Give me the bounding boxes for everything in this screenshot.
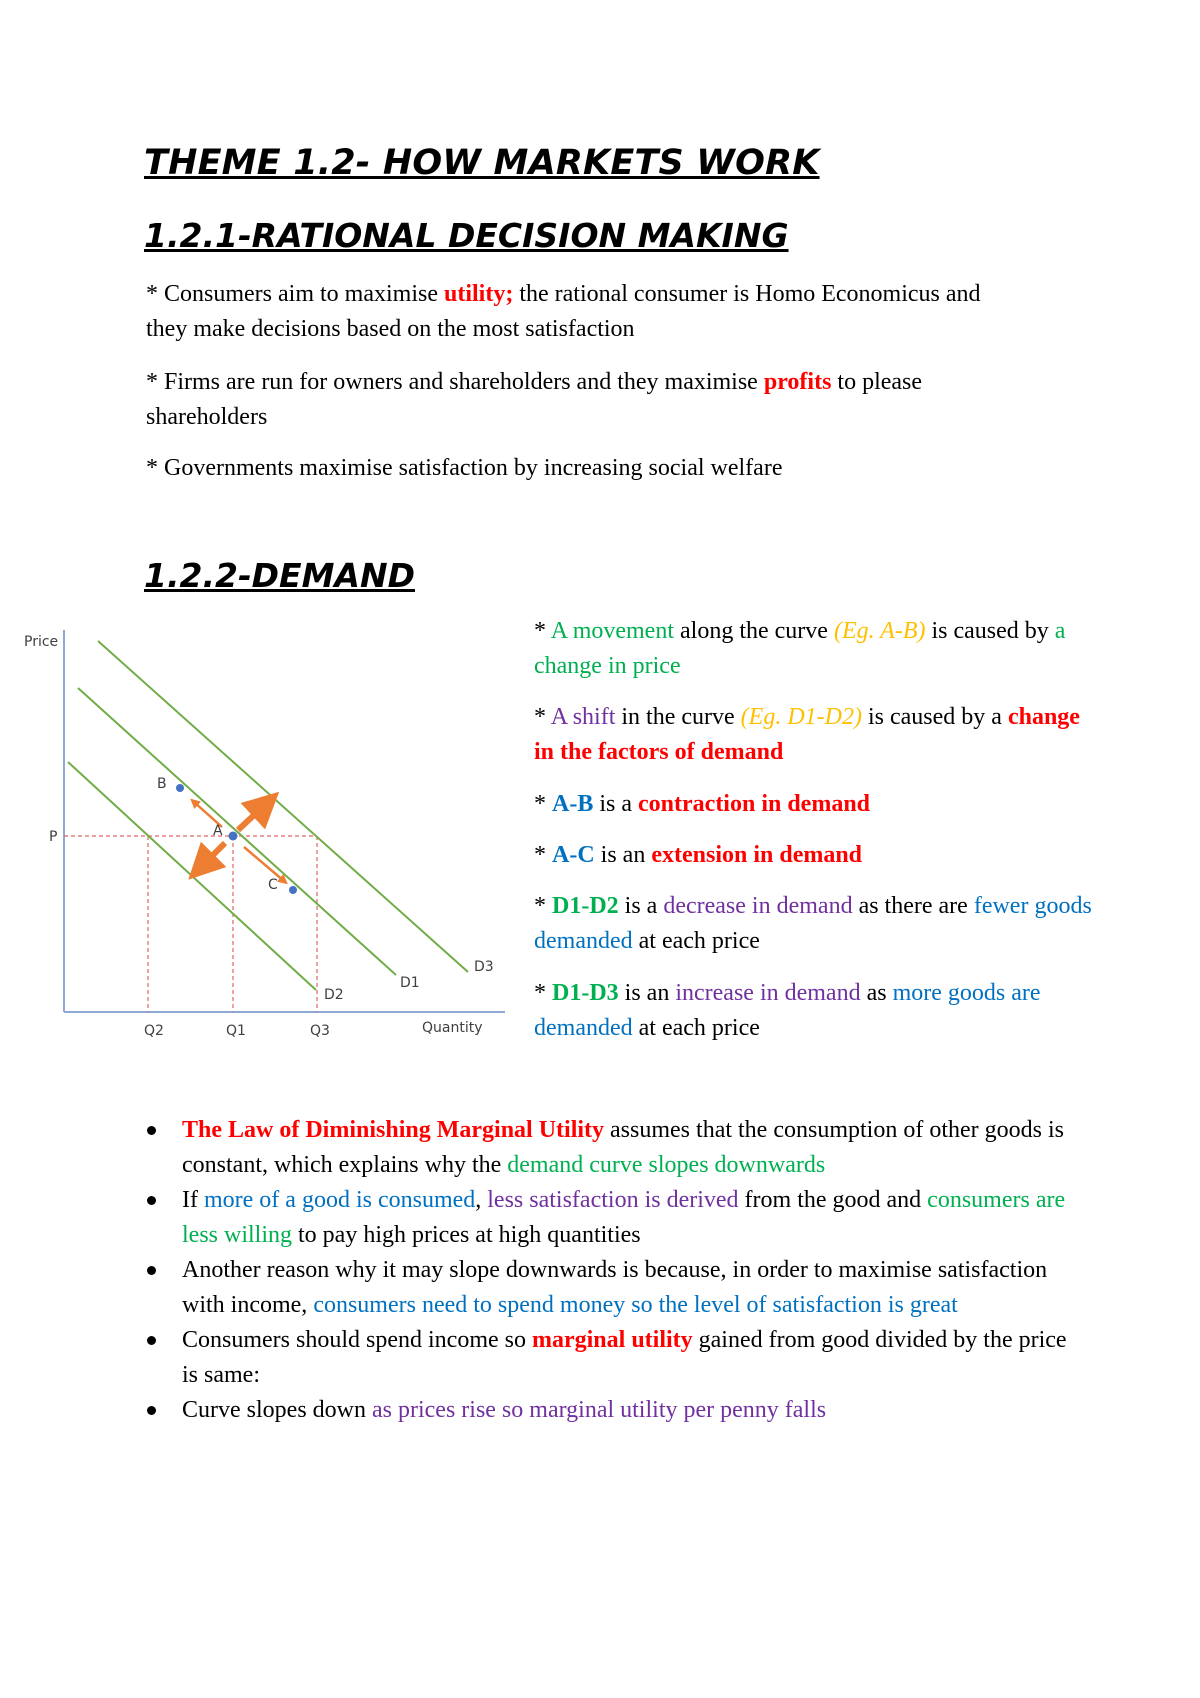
- point-c: [289, 886, 297, 894]
- text-span: at each price: [632, 1015, 760, 1041]
- text-span: * Consumers aim to maximise: [146, 281, 444, 307]
- paragraph-consumers: [146, 277, 1006, 347]
- highlight: increase in demand: [675, 980, 861, 1006]
- list-item: [144, 1323, 1084, 1393]
- text-span: is a: [593, 791, 639, 817]
- x-axis-label: Quantity: [422, 1020, 483, 1036]
- text-span: *: [534, 842, 552, 868]
- example: (Eg. A-B): [833, 618, 926, 644]
- arrow-shift-left: [201, 843, 225, 867]
- bullet-icon: [147, 1196, 156, 1205]
- section-heading-rational-decision-making: 1.2.1-RATIONAL DECISION MAKING: [144, 216, 789, 255]
- highlight: A-C: [552, 842, 595, 868]
- text-span: as there are: [852, 893, 974, 919]
- text-span: Consumers should spend income so: [182, 1327, 532, 1353]
- text-span: If: [182, 1187, 204, 1213]
- highlight-utility: utility;: [443, 281, 514, 307]
- point-b: [176, 784, 184, 792]
- demand-bullet-list: [144, 1113, 1084, 1428]
- price-label: P: [49, 829, 58, 845]
- arrow-a-to-c: [244, 847, 284, 881]
- text-span: to please shareholders: [146, 369, 923, 430]
- curve-label-d3: D3: [474, 959, 494, 975]
- highlight: more goods are demanded: [534, 980, 1041, 1041]
- text-span: *: [534, 980, 552, 1006]
- text-span: Curve slopes down: [182, 1397, 372, 1423]
- highlight: fewer goods demanded: [534, 893, 1092, 954]
- highlight: A shift: [550, 704, 616, 730]
- point-a: [229, 832, 238, 841]
- highlight: D1-D2: [552, 893, 619, 919]
- bullet-icon: [147, 1406, 156, 1415]
- curve-d3: [98, 641, 468, 972]
- text-span: is caused by: [925, 618, 1055, 644]
- point-label-c: C: [268, 877, 278, 893]
- text-span: * Firms are run for owners and shareholders and they maximise: [146, 369, 764, 395]
- bullet-icon: [147, 1266, 156, 1275]
- highlight: marginal utility: [531, 1327, 693, 1353]
- highlight: as prices rise so marginal utility per penny falls: [371, 1397, 827, 1423]
- bullet-icon: [147, 1336, 156, 1345]
- note-a-c: [534, 838, 1094, 873]
- quantity-label-q2: Q2: [144, 1023, 164, 1039]
- list-item: [144, 1113, 1084, 1183]
- text-span: is a: [618, 893, 664, 919]
- list-item: [144, 1253, 1084, 1323]
- highlight: contraction in demand: [638, 791, 871, 817]
- highlight: extension in demand: [651, 842, 863, 868]
- text-span: as: [860, 980, 893, 1006]
- text-span: from the good and: [738, 1187, 928, 1213]
- arrow-shift-right: [238, 804, 266, 830]
- demand-curve-diagram: [10, 622, 510, 1042]
- text-span: to pay high prices at high quantities: [292, 1222, 641, 1248]
- text-span: *: [534, 704, 551, 730]
- highlight: less satisfaction is derived: [487, 1187, 739, 1213]
- text-span: at each price: [632, 928, 760, 954]
- text-span: gained from good divided by the price is same:: [182, 1327, 1067, 1388]
- quantity-label-q3: Q3: [310, 1023, 330, 1039]
- paragraph-governments: * Governments maximise satisfaction by increasing social welfare: [146, 455, 783, 481]
- highlight: A movement: [550, 618, 675, 644]
- text-span: ,: [475, 1187, 488, 1213]
- curve-label-d2: D2: [324, 987, 344, 1003]
- highlight: The Law of Diminishing Marginal Utility: [182, 1117, 605, 1143]
- highlight: change in the factors of demand: [534, 704, 1080, 765]
- list-item: [144, 1393, 1084, 1428]
- highlight: demand curve slopes downwards: [507, 1152, 826, 1178]
- text-span: is an: [618, 980, 676, 1006]
- highlight: D1-D3: [552, 980, 619, 1006]
- text-span: the rational consumer is Homo Economicus and they make decisions based on the most satisfaction: [146, 281, 981, 342]
- note-d1-d3: [534, 976, 1094, 1046]
- section-heading-demand: 1.2.2-DEMAND: [144, 556, 415, 595]
- highlight: consumers are less willing: [182, 1187, 1066, 1248]
- highlight: A-B: [552, 791, 594, 817]
- highlight: decrease in demand: [663, 893, 853, 919]
- curve-d1: [78, 688, 396, 975]
- text-span: assumes that the consumption of other goods is constant, which explains why the: [182, 1117, 1064, 1178]
- example: (Eg. D1-D2): [740, 704, 862, 730]
- list-item: [144, 1183, 1084, 1253]
- point-label-a: A: [213, 823, 223, 839]
- text-span: *: [534, 893, 552, 919]
- text-span: *: [534, 618, 551, 644]
- highlight: consumers need to spend money so the level of satisfaction is great: [313, 1292, 958, 1318]
- text-span: is caused by a: [861, 704, 1008, 730]
- note-shift: [534, 700, 1094, 770]
- text-span: Another reason why it may slope downwards is because, in order to maximise satisfaction with income,: [182, 1257, 1048, 1318]
- text-span: is an: [594, 842, 652, 868]
- y-axis-label: Price: [24, 634, 59, 650]
- text-span: *: [534, 791, 552, 817]
- text-span: along the curve: [674, 618, 834, 644]
- note-d1-d2: [534, 889, 1094, 959]
- point-label-b: B: [157, 776, 167, 792]
- quantity-label-q1: Q1: [226, 1023, 246, 1039]
- text-span: in the curve: [615, 704, 741, 730]
- page-title: THEME 1.2- HOW MARKETS WORK: [144, 143, 820, 183]
- bullet-icon: [147, 1126, 156, 1135]
- paragraph-firms: [146, 365, 1006, 435]
- note-movement: [534, 614, 1094, 684]
- highlight: more of a good is consumed: [203, 1187, 476, 1213]
- highlight: a change in price: [534, 618, 1066, 679]
- highlight-profits: profits: [763, 369, 832, 395]
- curve-label-d1: D1: [400, 975, 420, 991]
- note-a-b: [534, 787, 1094, 822]
